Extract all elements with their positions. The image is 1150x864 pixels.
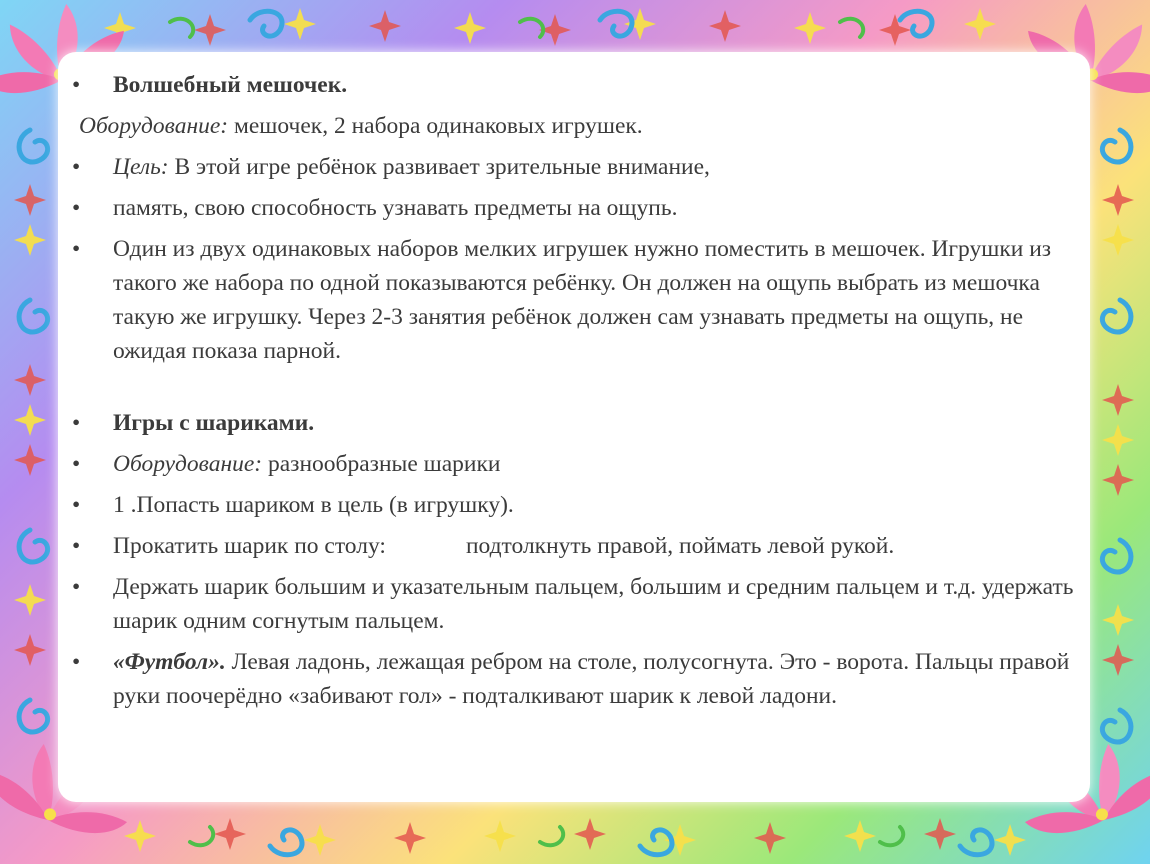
ball-step3: Держать шарик большим и указательным пальцем, большим и средним пальцем и т.д. удержать шарик одним согнутым пальцем. [113, 574, 1074, 634]
ball-games-title: Игры с шариками. [113, 410, 315, 436]
ball-step2-item [70, 529, 1080, 563]
ball-step2-b: подтолкнуть правой, поймать левой рукой. [465, 533, 895, 559]
slide-text [70, 68, 1080, 720]
magic-bag-equipment-item [70, 109, 1080, 143]
section-magic-bag [70, 68, 1080, 368]
magic-bag-goal-item [70, 150, 1080, 184]
equipment-label: Оборудование: [79, 113, 229, 139]
football-text: Левая ладонь, лежащая ребром на столе, полусогнута. Это - ворота. Пальцы правой руки поочерёдно «забивают гол» - подталкивают шарик к левой ладони. [113, 649, 1070, 709]
section-ball-games [70, 406, 1080, 713]
football-item [70, 645, 1080, 713]
ball-step3-item [70, 570, 1080, 638]
ball-step1-item [70, 488, 1080, 522]
magic-bag-description-item [70, 232, 1080, 368]
ball-games-title-item [70, 406, 1080, 440]
ball-step1: 1 .Попасть шариком в цель (в игрушку). [113, 492, 514, 518]
equipment-text-2: разнообразные шарики [262, 451, 501, 477]
magic-bag-title-item [70, 68, 1080, 102]
magic-bag-description: Один из двух одинаковых наборов мелких игрушек нужно поместить в мешочек. Игрушки из такого же набора по одной показываются ребёнку. Он должен на ощупь выбрать из мешочка такую же игрушку. Через 2-3 занятия ребёнок должен сам узнавать предметы на ощупь, не ожидая показа парной. [113, 236, 1052, 364]
ball-games-equipment-item [70, 447, 1080, 481]
goal-cont-text: память, свою способность узнавать предметы на ощупь. [113, 195, 678, 221]
magic-bag-goal-continuation [70, 191, 1080, 225]
ball-step2-a: Прокатить шарик по столу: [113, 533, 386, 559]
football-label: «Футбол». [113, 649, 226, 675]
goal-text: В этой игре ребёнок развивает зрительные внимание, [168, 154, 710, 180]
magic-bag-title: Волшебный мешочек. [113, 72, 348, 98]
equipment-label-2: Оборудование: [113, 451, 263, 477]
goal-label: Цель: [113, 154, 169, 180]
equipment-text: мешочек, 2 набора одинаковых игрушек. [228, 113, 643, 139]
